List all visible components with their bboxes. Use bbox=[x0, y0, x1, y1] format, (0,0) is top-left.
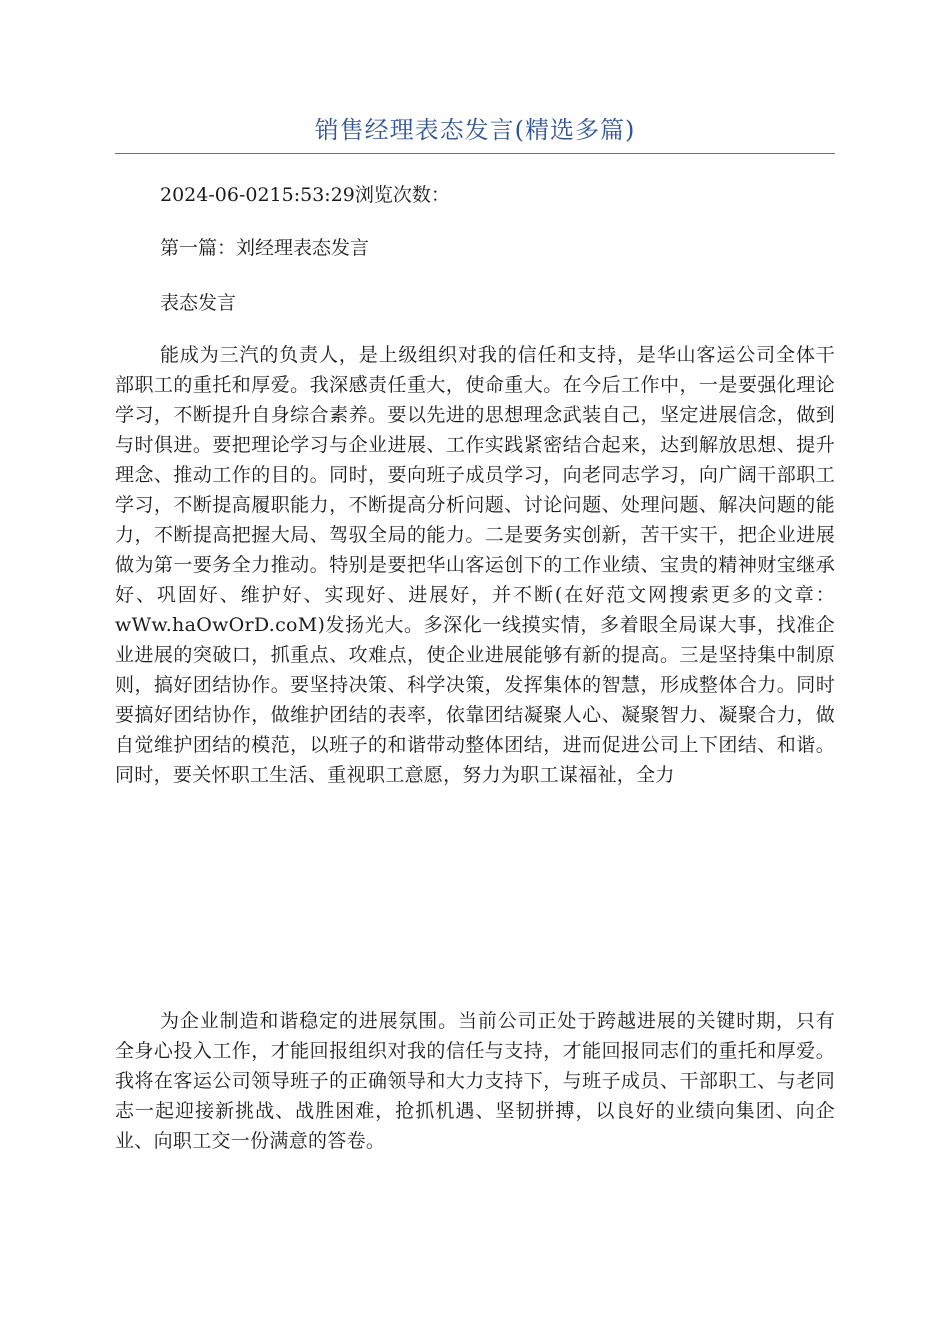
section-heading: 第一篇：刘经理表态发言 bbox=[160, 237, 370, 259]
page-title: 销售经理表态发言(精选多篇) bbox=[314, 116, 636, 144]
body-paragraph-2: 为企业制造和谐稳定的进展氛围。当前公司正处于跨越进展的关键时期，只有全身心投入工作，才能回报组织对我的信任与支持，才能回报同志们的重托和厚爱。我将在客运公司领导班子的正确领导和大力支持下，与班子成员、干部职工、与老同志一起迎接新挑战、战胜困难，抢抓机遇、坚韧拼搏，以良好的业绩向集团、向企业、向职工交一份满意的答卷。 bbox=[115, 1010, 835, 1152]
sub-heading: 表态发言 bbox=[160, 292, 237, 314]
publish-meta: 2024-06-0215:53:29浏览次数： bbox=[160, 184, 450, 206]
body-paragraph-1: 能成为三汽的负责人，是上级组织对我的信任和支持，是华山客运公司全体干部职工的重托和厚爱。我深感责任重大，使命重大。在今后工作中，一是要强化理论学习，不断提升自身综合素养。要以先进的思想理念武装自己，坚定进展信念，做到与时俱进。要把理论学习与企业进展、工作实践紧密结合起来，达到解放思想、提升理念、推动工作的目的。同时，要向班子成员学习，向老同志学习，向广阔干部职工学习，不断提高履职能力，不断提高分析问题、讨论问题、处理问题、解决问题的能力，不断提高把握大局、驾驭全局的能力。二是要务实创新，苦干实干，把企业进展做为第一要务全力推动。特别是要把华山客运创下的工作业绩、宝贵的精神财宝继承好、巩固好、维护好、实现好、进展好，并不断(在好范文网搜索更多的文章：wWw.haOwOrD.coM)发扬光大。多深化一线摸实情，多着眼全局谋大事，找准企业进展的突破口，抓重点、攻难点，使企业进展能够有新的提高。三是坚持集中制原则，搞好团结协作。要坚持决策、科学决策，发挥集体的智慧，形成整体合力。同时要搞好团结协作，做维护团结的表率，依靠团结凝聚人心、凝聚智力、凝聚合力，做自觉维护团结的模范，以班子的和谐带动整体团结，进而促进公司上下团结、和谐。同时，要关怀职工生活、重视职工意愿，努力为职工谋福祉，全力 bbox=[115, 344, 835, 786]
title-divider bbox=[115, 153, 835, 154]
